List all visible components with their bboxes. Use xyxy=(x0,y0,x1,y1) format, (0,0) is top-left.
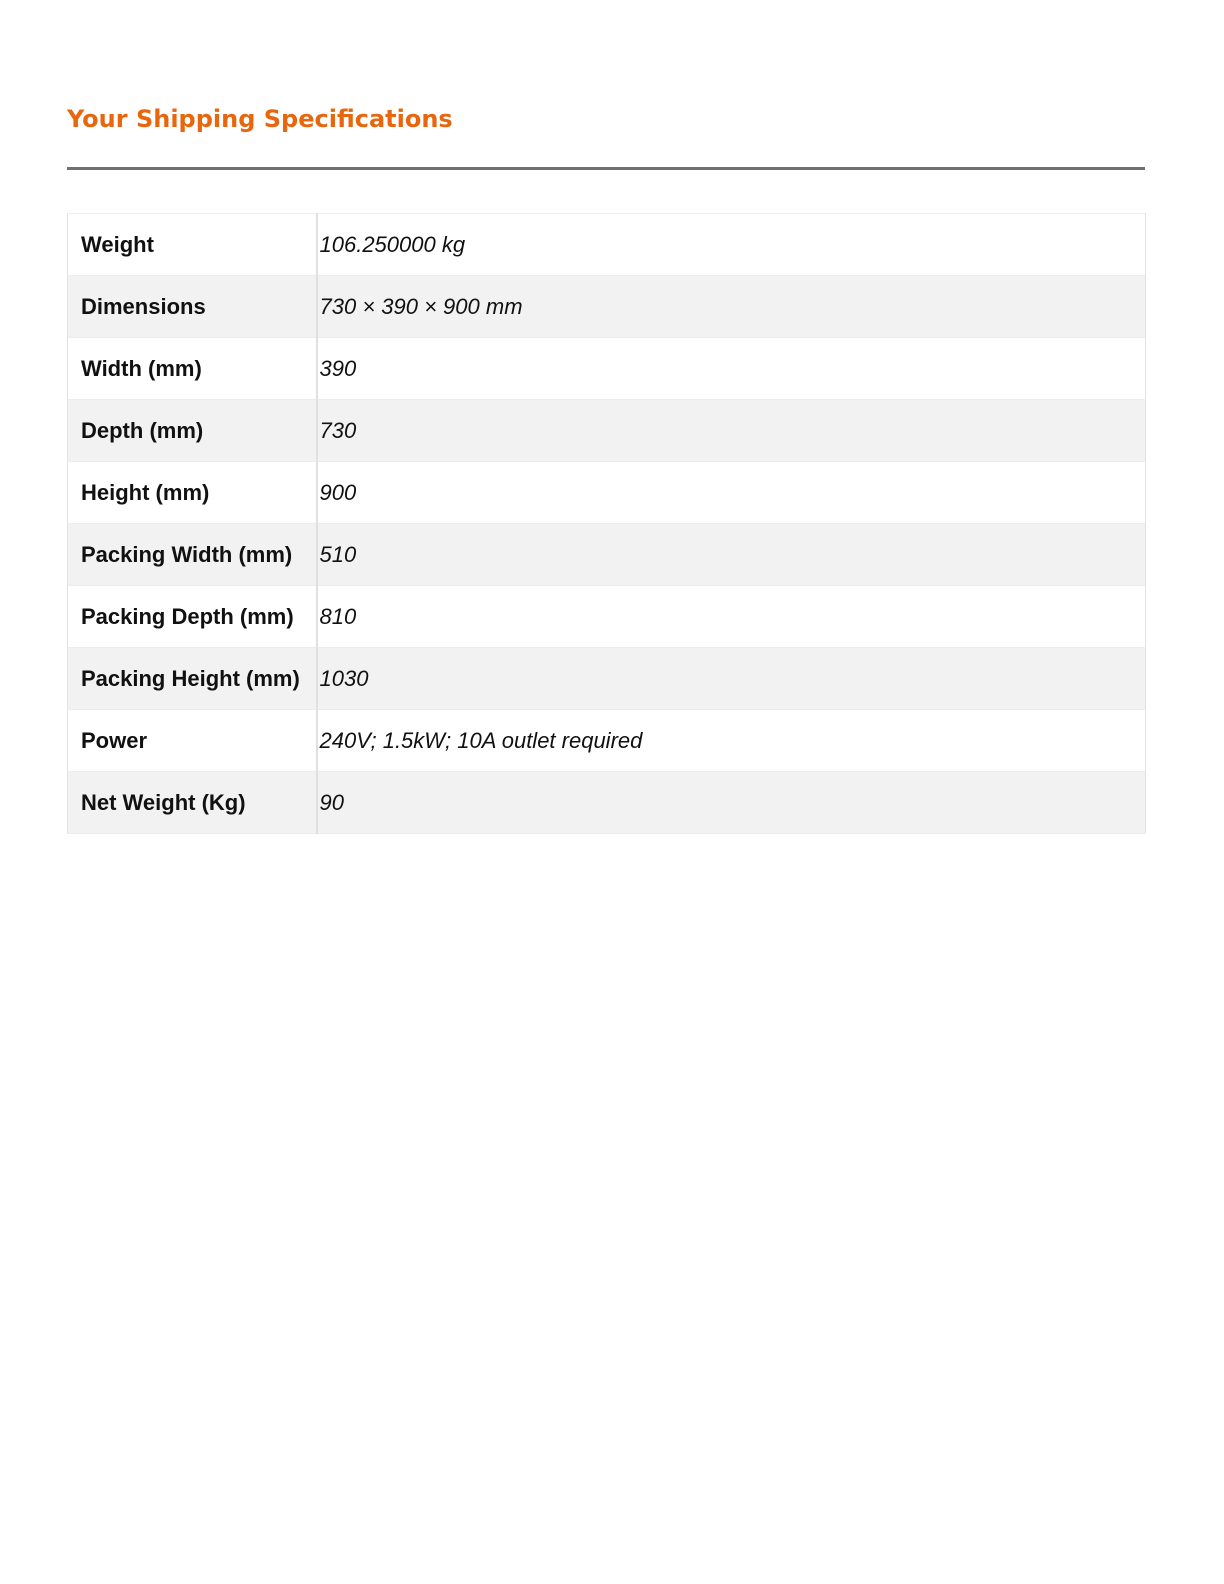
spec-label: Width (mm) xyxy=(68,338,317,400)
spec-label: Weight xyxy=(68,214,317,276)
spec-label: Packing Depth (mm) xyxy=(68,586,317,648)
spec-value: 730 × 390 × 900 mm xyxy=(317,276,1146,338)
spec-row-packing-height xyxy=(68,648,1146,710)
spec-value: 730 xyxy=(317,400,1146,462)
spec-value: 810 xyxy=(317,586,1146,648)
spec-value: 1030 xyxy=(317,648,1146,710)
spec-value: 90 xyxy=(317,772,1146,834)
spec-label: Net Weight (Kg) xyxy=(68,772,317,834)
spec-value: 106.250000 kg xyxy=(317,214,1146,276)
spec-row-width xyxy=(68,338,1146,400)
spec-label: Height (mm) xyxy=(68,462,317,524)
spec-label: Packing Height (mm) xyxy=(68,648,317,710)
spec-value: 240V; 1.5kW; 10A outlet required xyxy=(317,710,1146,772)
spec-row-power xyxy=(68,710,1146,772)
spec-row-weight xyxy=(68,214,1146,276)
title-divider xyxy=(67,167,1145,170)
spec-row-net-weight xyxy=(68,772,1146,834)
spec-row-dimensions xyxy=(68,276,1146,338)
spec-label: Power xyxy=(68,710,317,772)
spec-row-packing-depth xyxy=(68,586,1146,648)
spec-label: Depth (mm) xyxy=(68,400,317,462)
spec-value: 510 xyxy=(317,524,1146,586)
specifications-table xyxy=(67,213,1146,834)
spec-row-packing-width xyxy=(68,524,1146,586)
spec-value: 900 xyxy=(317,462,1146,524)
spec-row-depth xyxy=(68,400,1146,462)
spec-label: Packing Width (mm) xyxy=(68,524,317,586)
spec-row-height xyxy=(68,462,1146,524)
spec-value: 390 xyxy=(317,338,1146,400)
spec-label: Dimensions xyxy=(68,276,317,338)
page-title: Your Shipping Specifications xyxy=(67,105,453,133)
